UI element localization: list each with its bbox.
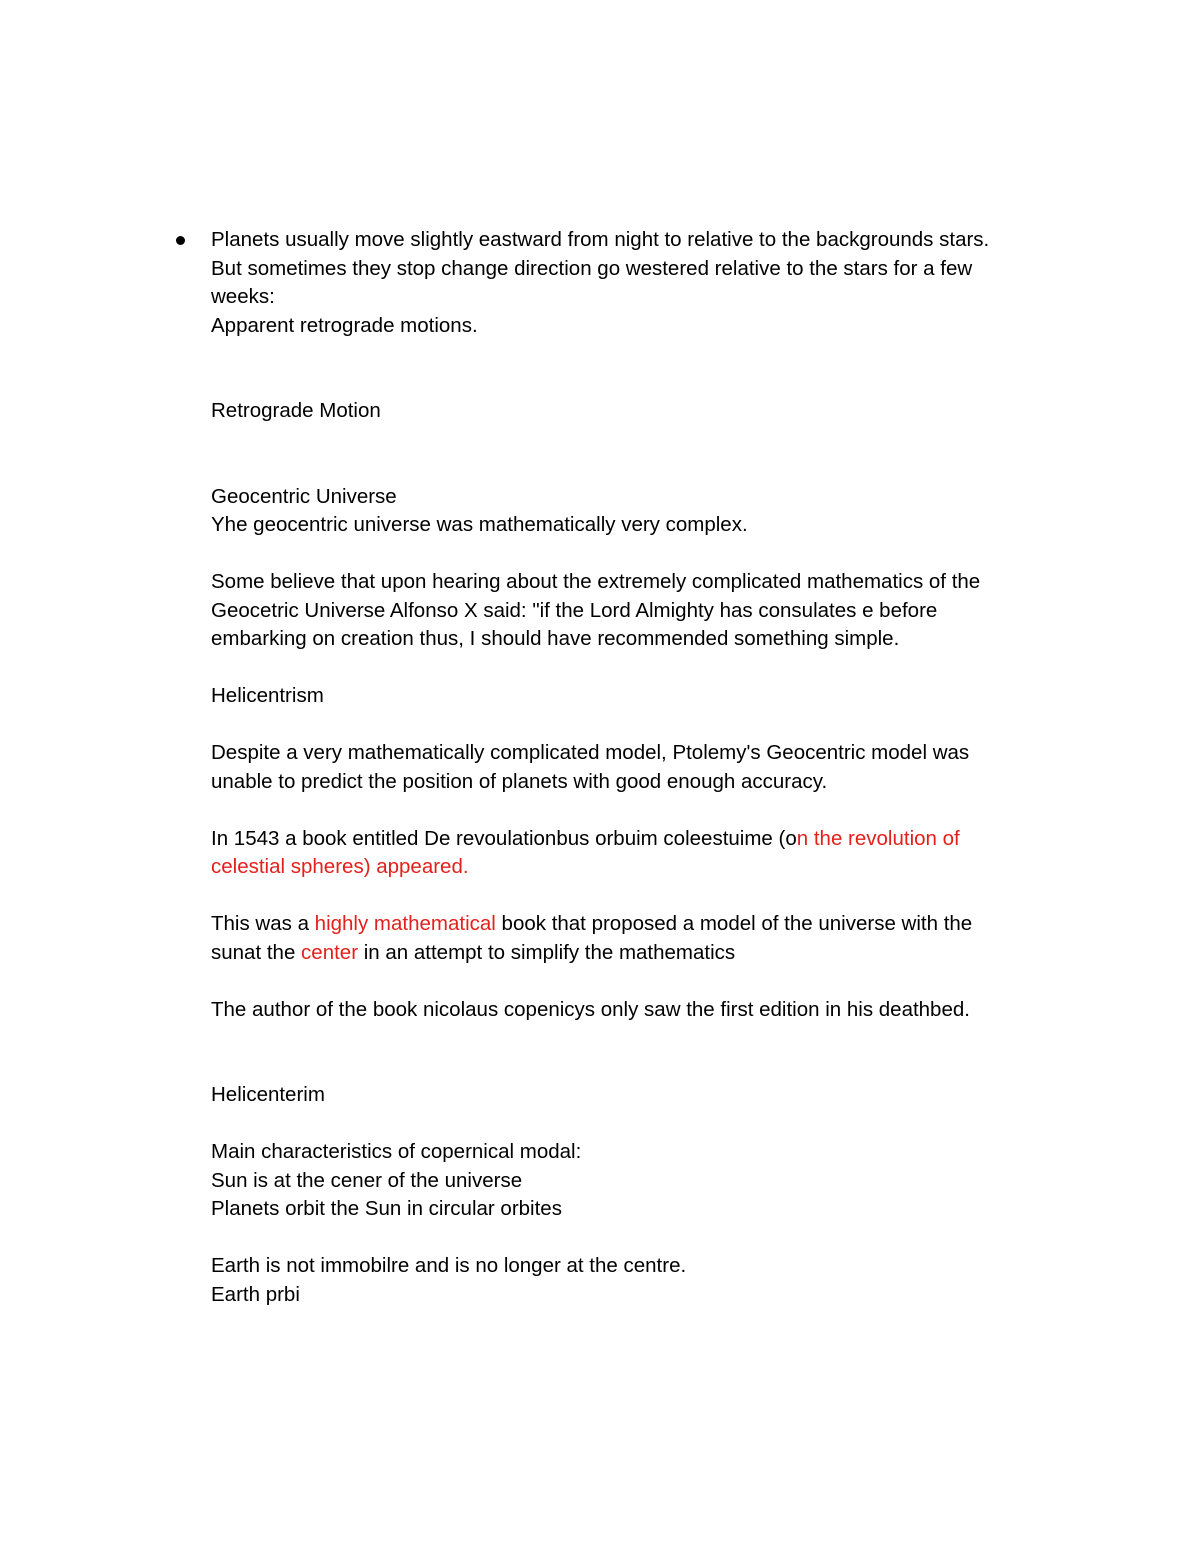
highlighted-text: center bbox=[301, 940, 359, 964]
section-heading-geocentric: Geocentric Universe bbox=[211, 484, 397, 508]
text-run: This was a bbox=[211, 912, 315, 935]
paragraph-line: Earth prbi bbox=[211, 1282, 300, 1306]
paragraph-line bbox=[211, 910, 1041, 939]
paragraph-line: Despite a very mathematically complicated model, Ptolemy's Geocentric model was bbox=[211, 741, 970, 764]
spacer bbox=[211, 882, 1041, 911]
spacer bbox=[211, 1110, 1041, 1139]
paragraph-line: Geocetric Universe Alfonso X said: "if the Lord Almighty has consulates e before bbox=[211, 598, 938, 622]
spacer bbox=[211, 340, 1041, 397]
spacer bbox=[211, 1224, 1041, 1253]
text-run: sunat the bbox=[211, 940, 302, 964]
spacer bbox=[211, 796, 1041, 825]
bullet-line: Planets usually move slightly eastward from night to relative to the backgrounds stars. bbox=[211, 228, 990, 251]
paragraph-line bbox=[211, 853, 1041, 882]
paragraph-line bbox=[211, 825, 1041, 854]
spacer bbox=[211, 967, 1041, 996]
paragraph-line: unable to predict the position of planets with good enough accuracy. bbox=[211, 769, 828, 793]
text-run: In 1543 a book entitled De revoulationbus orbuim coleestuime (o bbox=[211, 826, 797, 850]
spacer bbox=[211, 711, 1041, 740]
highlighted-text: highly mathematical bbox=[314, 912, 496, 935]
bullet-dot-icon bbox=[176, 236, 185, 245]
spacer bbox=[211, 426, 1041, 483]
spacer bbox=[211, 654, 1041, 683]
highlighted-text: celestial spheres) appeared. bbox=[211, 855, 469, 878]
section-heading-retrograde: Retrograde Motion bbox=[211, 399, 381, 422]
spacer bbox=[211, 540, 1041, 569]
paragraph-line: Sun is at the cener of the universe bbox=[211, 1168, 523, 1192]
section-heading-helicentrism: Helicentrism bbox=[211, 684, 324, 707]
text-run: in an attempt to simplify the mathematics bbox=[358, 940, 736, 964]
paragraph-line: embarking on creation thus, I should have recommended something simple. bbox=[211, 627, 900, 650]
paragraph-line: The author of the book nicolaus copenicys only saw the first edition in his deathbed. bbox=[211, 997, 970, 1021]
paragraph-line bbox=[211, 939, 1041, 968]
paragraph-line: Planets orbit the Sun in circular orbites bbox=[211, 1197, 562, 1220]
highlighted-text: n the revolution of bbox=[796, 826, 960, 850]
bullet-line: Apparent retrograde motions. bbox=[211, 313, 478, 337]
spacer bbox=[211, 1024, 1041, 1081]
section-heading-helicenterim: Helicenterim bbox=[211, 1083, 325, 1106]
paragraph-line: Some believe that upon hearing about the extremely complicated mathematics of the bbox=[211, 570, 981, 593]
bullet-line: But sometimes they stop change direction go westered relative to the stars for a few bbox=[211, 256, 973, 280]
paragraph-line: Earth is not immobilre and is no longer at the centre. bbox=[211, 1254, 687, 1277]
paragraph-line: Yhe geocentric universe was mathematically very complex. bbox=[211, 513, 748, 536]
bullet-line: weeks: bbox=[211, 285, 275, 308]
paragraph-line: Main characteristics of copernical modal: bbox=[211, 1140, 582, 1163]
document-body bbox=[211, 226, 1041, 1309]
text-run: book that proposed a model of the universe with the bbox=[495, 912, 973, 935]
